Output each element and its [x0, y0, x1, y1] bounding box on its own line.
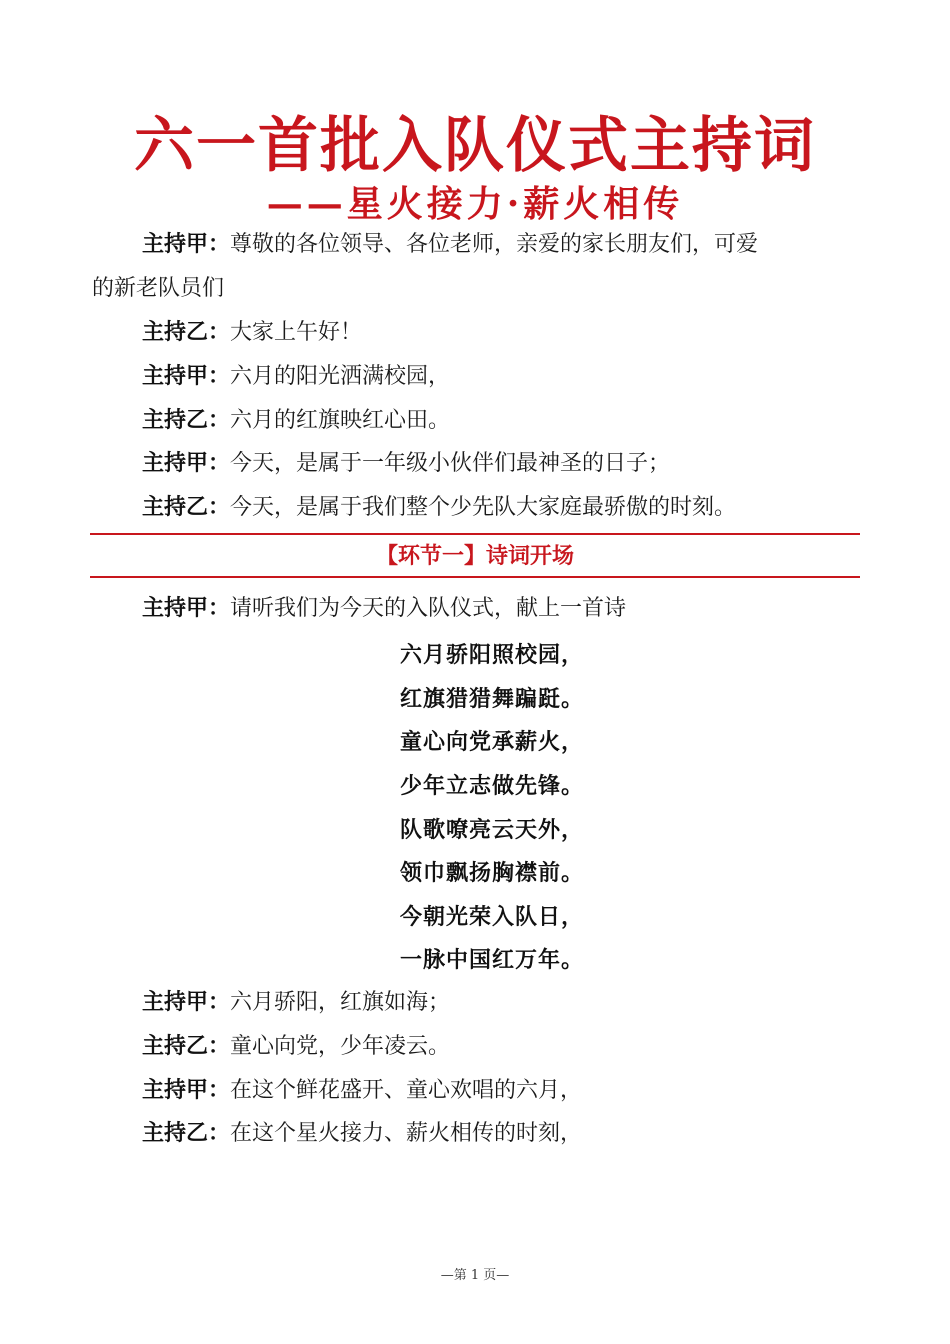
- dialogue-line: [92, 594, 910, 624]
- dialogue-text: 请听我们为今天的入队仪式，献上一首诗: [230, 596, 627, 621]
- dialogue-text: 六月的红旗映红心田。: [230, 408, 451, 433]
- page-number-footer: —第 1 页—: [440, 1268, 510, 1283]
- dialogue-line: [92, 406, 910, 436]
- dialogue-line: [92, 230, 910, 260]
- dialogue-line: [92, 318, 910, 348]
- dialogue-line: [92, 1032, 910, 1062]
- speaker-label: 主持甲：: [142, 232, 231, 257]
- speaker-label: 主持乙：: [142, 1034, 231, 1059]
- dialogue-line: [92, 449, 910, 479]
- dialogue-text: 在这个星火接力、薪火相传的时刻，: [230, 1121, 583, 1146]
- section-title: 【环节一】诗词开场: [375, 544, 574, 569]
- dialogue-text: 童心向党，少年凌云。: [230, 1034, 451, 1059]
- poem-line: 红旗猎猎舞蹁跹。: [400, 686, 585, 712]
- poem-line: 六月骄阳照校园，: [400, 642, 585, 668]
- dialogue-text: 的新老队员们: [92, 276, 225, 301]
- poem-line: 童心向党承薪火，: [400, 729, 585, 755]
- poem-line: 队歌嘹亮云天外，: [400, 817, 585, 843]
- dialogue-text: 大家上午好！: [230, 320, 363, 345]
- dialogue-text: 六月的阳光洒满校园，: [230, 364, 451, 389]
- dialogue-text: 今天，是属于一年级小伙伴们最神圣的日子；: [230, 451, 671, 476]
- section-divider-bottom: [90, 576, 860, 578]
- dialogue-line: [92, 988, 910, 1018]
- speaker-label: 主持乙：: [142, 408, 231, 433]
- dialogue-text: 在这个鲜花盛开、童心欢唱的六月，: [230, 1078, 583, 1103]
- document-subtitle: ——星火接力·薪火相传: [266, 183, 684, 225]
- dialogue-text: 今天，是属于我们整个少先队大家庭最骄傲的时刻。: [230, 495, 737, 520]
- speaker-label: 主持甲：: [142, 364, 231, 389]
- dialogue-line-continuation: [92, 274, 860, 304]
- speaker-label: 主持乙：: [142, 495, 231, 520]
- dialogue-text: 尊敬的各位领导、各位老师，亲爱的家长朋友们，可爱: [230, 232, 759, 257]
- poem-line: 领巾飘扬胸襟前。: [400, 860, 585, 886]
- dialogue-line: [92, 362, 910, 392]
- dialogue-line: [92, 1076, 910, 1106]
- speaker-label: 主持甲：: [142, 1078, 231, 1103]
- section-divider-top: [90, 533, 860, 535]
- speaker-label: 主持乙：: [142, 1121, 231, 1146]
- poem-line: 今朝光荣入队日，: [400, 904, 585, 930]
- dialogue-text: 六月骄阳，红旗如海；: [230, 990, 451, 1015]
- dialogue-line: [92, 493, 910, 523]
- speaker-label: 主持甲：: [142, 596, 231, 621]
- speaker-label: 主持乙：: [142, 320, 231, 345]
- poem-line: 一脉中国红万年。: [400, 947, 585, 973]
- document-title: 六一首批入队仪式主持词: [134, 111, 816, 181]
- poem-line: 少年立志做先锋。: [400, 773, 585, 799]
- speaker-label: 主持甲：: [142, 990, 231, 1015]
- speaker-label: 主持甲：: [142, 451, 231, 476]
- dialogue-line: [92, 1119, 910, 1149]
